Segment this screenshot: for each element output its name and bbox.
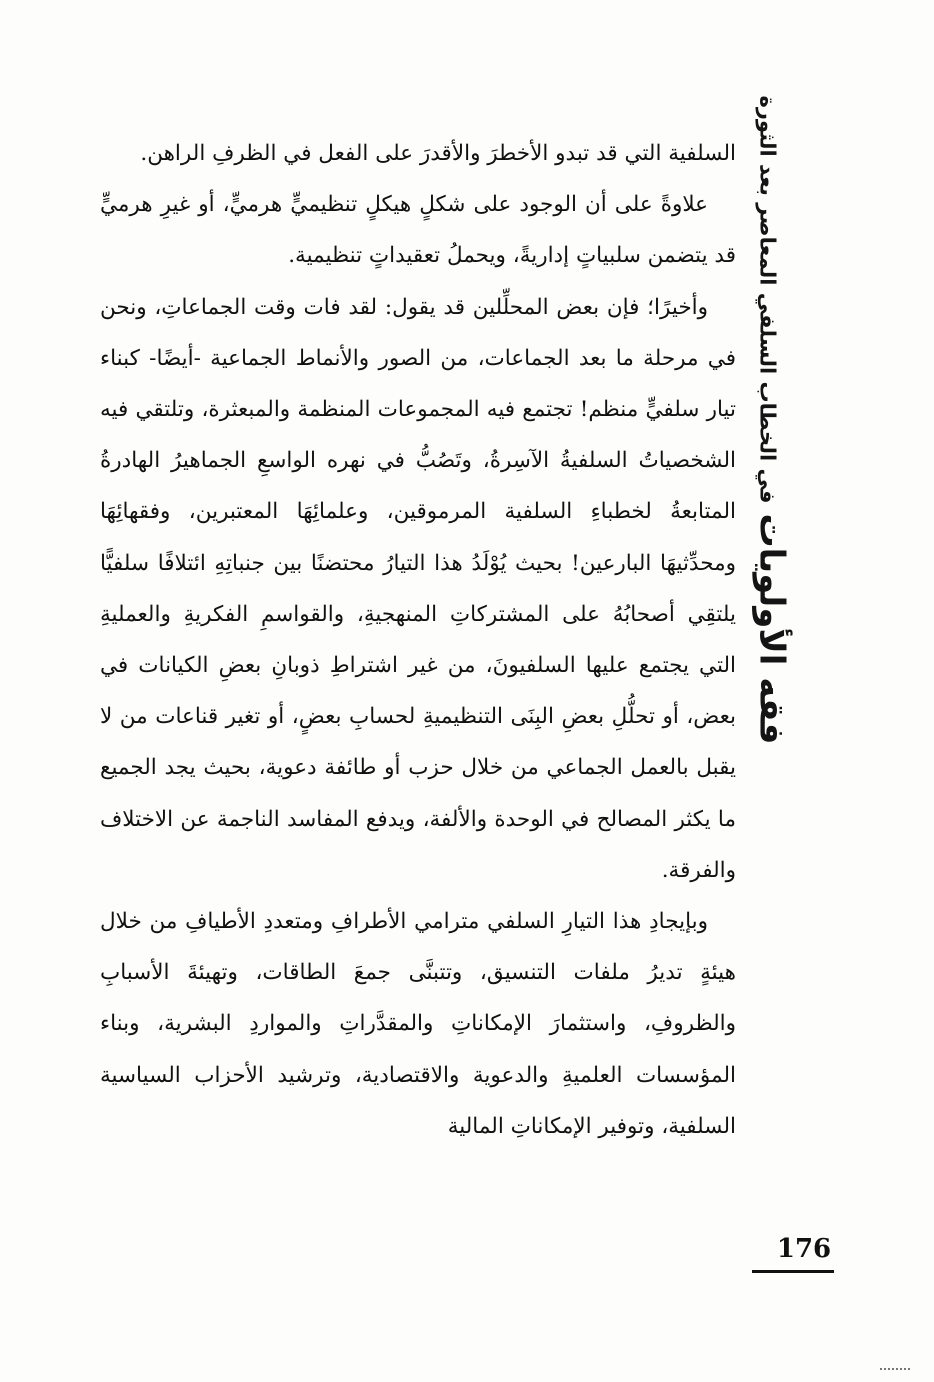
page-number: 176 (776, 1234, 832, 1264)
paragraph: السلفية التي قد تبدو الأخطرَ والأقدرَ على الفعل في الظرفِ الراهن. (140, 141, 736, 166)
scan-artifact (880, 1368, 910, 1376)
running-header-title: فقه الأولويات (752, 513, 792, 745)
body-text (100, 128, 736, 1152)
running-header-text (752, 95, 792, 744)
running-header (748, 95, 796, 745)
paragraph: علاوةً على أن الوجود على شكلٍ هيكلٍ تنظيميٍّ هرميٍّ، أو غيرِ هرميٍّ قد يتضمن سلبياتٍ إداريةً، ويحملُ تعقيداتٍ تنظيمية. (100, 192, 736, 269)
paragraph: وأخيرًا؛ فإن بعض المحلِّلين قد يقول: لقد فات وقت الجماعاتِ، ونحن في مرحلة ما بعد الجماعات، من الصور والأنماط الجماعية -أيضًا- كبناء تيار سلفيٍّ منظم! تجتمع فيه المجموعات المنظمة والمبعثرة، وتلتقي فيه الشخصياتُ السلفيةُ الآسِرةُ، وتَصُبُّ في نهره الواسعِ الجماهيرُ الهادرةُ المتابعةُ لخطباءِ السلفية المرموقين، وعلمائِهَا المعتبرين، وفقهائِهَا ومحدِّثيهَا البارعين! بحيث يُوْلَدُ هذا التيارُ محتضنًا بين جنباتِهِ ائتلافًا سلفيًّا يلتقِي أصحابُهُ على المشتركاتِ المنهجيةِ، والقواسمِ الفكريةِ والعمليةِ التي يجتمع عليها السلفيونَ، من غير اشتراطِ ذوبانِ بعضِ الكيانات في بعض، أو تحلُّلِ بعضِ البِنَى التنظيميةِ لحسابِ بعضٍ، أو تغير قناعات من لا يقبل بالعمل الجماعي من خلال حزب أو طائفة دعوية، بحيث يجد الجميع ما يكثر المصالح في الوحدة والألفة، ويدفع المفاسد الناجمة عن الاختلاف والفرقة. (100, 294, 736, 883)
footer-rule (752, 1270, 834, 1273)
paragraph: وبإيجادِ هذا التيارِ السلفي مترامي الأطرافِ ومتعددِ الأطيافِ من خلال هيئةٍ تديرُ ملفات التنسيق، وتتبنَّى جمعَ الطاقات، وتهيئةَ الأسبابِ والظروفِ، واستثمارَ الإمكاناتِ والمقدَّراتِ والمواردِ البشرية، وبناء المؤسسات العلميةِ والدعوية والاقتصادية، وترشيد الأحزاب السياسية السلفية، وتوفير الإمكاناتِ المالية (100, 909, 736, 1139)
running-header-subtitle: في الخطاب السلفي المعاصر بعد الثورة (756, 95, 780, 504)
